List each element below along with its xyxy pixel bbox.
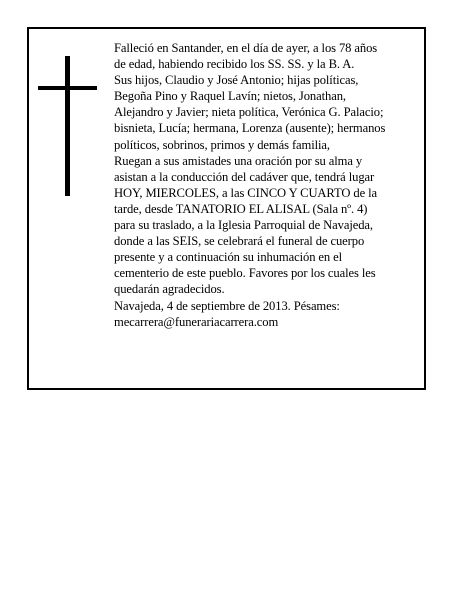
obituary-line: cementerio de este pueblo. Favores por los cuales les	[114, 266, 376, 281]
obituary-line: Navajeda, 4 de septiembre de 2013. Pésames:	[114, 298, 340, 313]
cross-vertical-bar	[65, 56, 70, 196]
obituary-line: donde a las SEIS, se celebrará el funeral de cuerpo	[114, 234, 365, 249]
obituary-line: para su traslado, a la Iglesia Parroquial de Navajeda,	[114, 218, 373, 233]
obituary-line: Ruegan a sus amistades una oración por su alma y	[114, 153, 363, 168]
obituary-line: políticos, sobrinos, primos y demás familia,	[114, 137, 330, 152]
obituary-line: bisnieta, Lucía; hermana, Lorenza (ausente); hermanos	[114, 121, 386, 136]
obituary-line: Falleció en Santander, en el día de ayer, a los 78 años	[114, 41, 378, 55]
obituary-line: de edad, habiendo recibido los SS. SS. y la B. A.	[114, 57, 355, 72]
obituary-line: HOY, MIERCOLES, a las CINCO Y CUARTO de la	[114, 185, 378, 200]
obituary-text	[114, 40, 414, 330]
obituary-line: asistan a la conducción del cadáver que, tendrá lugar	[114, 169, 375, 184]
cross-horizontal-bar	[38, 86, 97, 90]
obituary-line: presente y a continuación su inhumación en el	[114, 250, 343, 265]
obituary-line: Begoña Pino y Raquel Lavín; nietos, Jonathan,	[114, 89, 346, 104]
obituary-line: Sus hijos, Claudio y José Antonio; hijas políticas,	[114, 73, 359, 88]
obituary-line: quedarán agradecidos.	[114, 282, 225, 297]
obituary-contact-email: mecarrera@funerariacarrera.com	[114, 314, 279, 329]
obituary-line: tarde, desde TANATORIO EL ALISAL (Sala nº. 4)	[114, 201, 368, 216]
obituary-line: Alejandro y Javier; nieta política, Verónica G. Palacio;	[114, 105, 384, 120]
